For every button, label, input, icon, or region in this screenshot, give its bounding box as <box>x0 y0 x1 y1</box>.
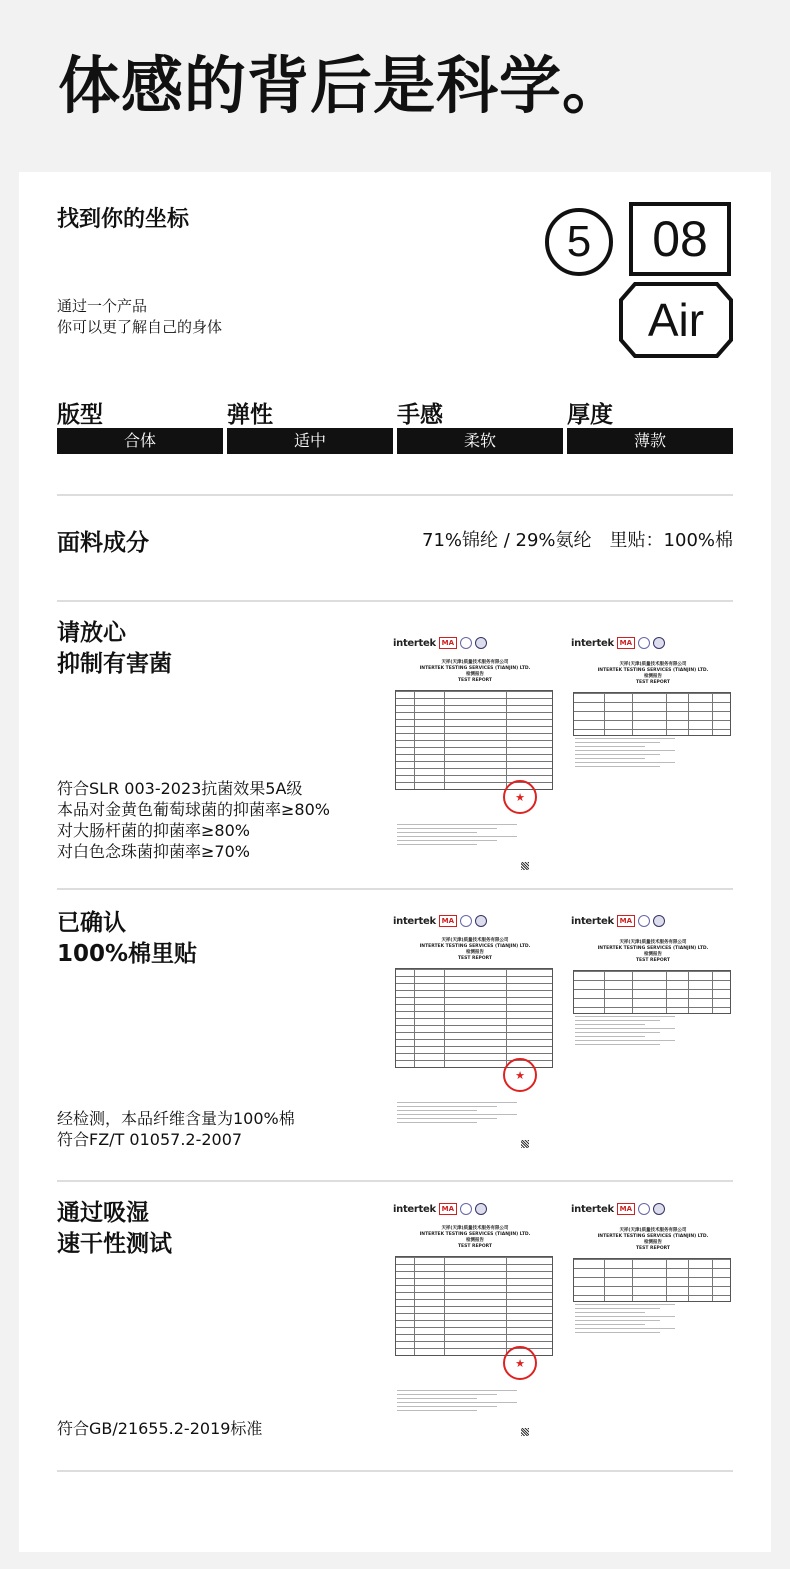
intertek-logo: intertek <box>571 1203 614 1215</box>
intertek-logo: intertek <box>571 915 614 927</box>
attr-thickness-value: 薄款 <box>567 428 733 454</box>
report-text-line <box>575 742 660 743</box>
quick-dry-title <box>57 1198 172 1260</box>
ma-mark-icon: MA <box>439 637 457 649</box>
attr-feel-label: 手感 <box>397 402 443 428</box>
report-table-row <box>396 1011 552 1012</box>
test-report-images <box>391 912 737 1152</box>
report-table-row <box>396 719 552 720</box>
report-doc-cn: 检测报告 <box>466 950 484 955</box>
test-report-page-1 <box>391 912 559 1150</box>
model-number-badge: 08 <box>629 202 731 276</box>
finder-subtitle-line1: 通过一个产品 <box>57 297 148 315</box>
report-text-line <box>575 1308 660 1309</box>
divider <box>57 494 733 496</box>
report-text-line <box>575 1020 660 1021</box>
report-table-row <box>396 1285 552 1286</box>
report-text-line <box>575 1032 660 1033</box>
test-report-page-2 <box>569 912 737 1060</box>
report-table-col <box>666 971 667 1013</box>
cotton-desc-line: 经检测，本品纤维含量为100%棉 <box>57 1109 295 1128</box>
cotton-title-line1: 已确认 <box>57 910 126 936</box>
finder-title: 找到你的坐标 <box>57 207 190 232</box>
report-text-line <box>575 758 645 759</box>
test-report-page-1 <box>391 634 559 872</box>
ma-mark-icon: MA <box>617 637 635 649</box>
report-text-line <box>575 750 675 751</box>
report-text-line <box>397 1118 497 1119</box>
report-table-row <box>396 740 552 741</box>
antibacterial-title <box>57 618 172 680</box>
attr-thickness-label: 厚度 <box>567 402 613 428</box>
report-table-row <box>574 1286 730 1287</box>
qr-code-icon <box>521 862 529 870</box>
finder-subtitle-line2: 你可以更了解自己的身体 <box>57 318 223 336</box>
report-table-row <box>574 720 730 721</box>
antibacterial-desc <box>57 778 330 862</box>
test-report-page-1 <box>391 1200 559 1438</box>
report-doc-cn: 检测报告 <box>644 952 662 957</box>
report-table-row <box>396 1046 552 1047</box>
report-company-cn: 天祥(天津)质量技术服务有限公司 <box>441 1226 509 1231</box>
report-company-en: INTERTEK TESTING SERVICES (TIANJIN) LTD. <box>597 946 709 951</box>
report-text-line <box>575 1024 645 1025</box>
report-text-line <box>575 746 645 747</box>
cotton-desc-line: 符合FZ/T 01057.2-2007 <box>57 1130 243 1149</box>
report-table-col <box>632 1259 633 1301</box>
report-table-col <box>506 969 507 1067</box>
report-table-row <box>574 729 730 730</box>
report-table-row <box>396 1264 552 1265</box>
report-table <box>573 692 731 736</box>
attr-elasticity-value: 适中 <box>227 428 393 454</box>
cnas-seal-icon <box>653 637 665 649</box>
report-text-line <box>575 738 675 739</box>
quick-dry-desc <box>57 1418 262 1439</box>
report-table-row <box>396 1018 552 1019</box>
antibacterial-title-line1: 请放心 <box>57 620 126 646</box>
report-table-row <box>396 698 552 699</box>
report-text-line <box>575 1312 645 1313</box>
divider <box>57 1470 733 1472</box>
report-table-col <box>414 969 415 1067</box>
report-table-row <box>574 1268 730 1269</box>
report-table-col <box>688 693 689 735</box>
report-text-line <box>397 1102 517 1103</box>
report-table <box>395 690 553 790</box>
cotton-desc <box>57 1108 295 1150</box>
report-table-row <box>574 989 730 990</box>
report-company-en: INTERTEK TESTING SERVICES (TIANJIN) LTD. <box>419 666 531 671</box>
report-table-col <box>604 693 605 735</box>
report-table-row <box>396 1341 552 1342</box>
cotton-title-line2: 100%棉里贴 <box>57 941 198 967</box>
cnas-seal-icon <box>475 1203 487 1215</box>
page-headline: 体感的背后是科学。 <box>58 49 626 122</box>
test-report-images <box>391 634 737 874</box>
report-doc-en: TEST REPORT <box>457 1244 493 1249</box>
ilac-seal-icon <box>460 637 472 649</box>
report-header <box>571 636 665 650</box>
report-text-line <box>397 828 497 829</box>
report-table-col <box>712 693 713 735</box>
report-table-row <box>396 1278 552 1279</box>
report-text-line <box>575 1316 675 1317</box>
report-table-row <box>396 1257 552 1258</box>
test-report-images <box>391 1200 737 1440</box>
report-table-row <box>396 1313 552 1314</box>
report-table-row <box>574 971 730 972</box>
report-text-line <box>397 1114 517 1115</box>
antibacterial-desc-line: 本品对金黄色葡萄球菌的抑菌率≥80% <box>57 800 330 819</box>
report-table-row <box>396 1334 552 1335</box>
report-table-col <box>414 1257 415 1355</box>
report-table-row <box>396 754 552 755</box>
ma-mark-icon: MA <box>617 915 635 927</box>
report-table <box>395 1256 553 1356</box>
intertek-logo: intertek <box>393 915 436 927</box>
report-doc-en: TEST REPORT <box>635 680 671 685</box>
report-table-row <box>396 1299 552 1300</box>
report-text-line <box>575 1040 675 1041</box>
antibacterial-desc-line: 符合SLR 003-2023抗菌效果5A级 <box>57 779 303 798</box>
report-table-col <box>444 691 445 789</box>
report-text-line <box>397 1406 497 1407</box>
report-text-line <box>397 1398 477 1399</box>
attr-fit-value: 合体 <box>57 428 223 454</box>
cnas-seal-icon <box>653 915 665 927</box>
report-text-line <box>397 844 477 845</box>
ilac-seal-icon <box>638 637 650 649</box>
air-badge-label: Air <box>647 294 705 346</box>
report-table-col <box>444 1257 445 1355</box>
report-table-row <box>574 998 730 999</box>
report-table-row <box>396 1025 552 1026</box>
report-text-line <box>397 824 517 825</box>
report-company-en: INTERTEK TESTING SERVICES (TIANJIN) LTD. <box>419 1232 531 1237</box>
report-text-line <box>575 1328 675 1329</box>
report-table-col <box>604 971 605 1013</box>
ma-mark-icon: MA <box>439 915 457 927</box>
air-octagon-badge <box>619 282 733 358</box>
report-table-row <box>396 1032 552 1033</box>
report-table-row <box>574 711 730 712</box>
report-company-cn: 天祥(天津)质量技术服务有限公司 <box>619 662 687 667</box>
report-table-col <box>604 1259 605 1301</box>
report-table-col <box>632 693 633 735</box>
report-table-col <box>688 1259 689 1301</box>
cnas-seal-icon <box>475 915 487 927</box>
intertek-logo: intertek <box>393 637 436 649</box>
report-table-row <box>574 1259 730 1260</box>
red-seal-stamp-icon: ★ <box>503 780 537 814</box>
report-table-row <box>574 1295 730 1296</box>
report-text-line <box>397 1106 497 1107</box>
ilac-seal-icon <box>638 1203 650 1215</box>
ma-mark-icon: MA <box>617 1203 635 1215</box>
report-text-line <box>397 1110 477 1111</box>
ma-mark-icon: MA <box>439 1203 457 1215</box>
attr-fit <box>57 396 223 454</box>
report-table-row <box>396 997 552 998</box>
report-table-row <box>396 1292 552 1293</box>
attr-feel <box>397 396 563 454</box>
report-table-col <box>506 1257 507 1355</box>
report-doc-cn: 检测报告 <box>644 1240 662 1245</box>
report-doc-cn: 检测报告 <box>466 672 484 677</box>
intertek-logo: intertek <box>393 1203 436 1215</box>
qr-code-icon <box>521 1140 529 1148</box>
antibacterial-desc-line: 对大肠杆菌的抑菌率≥80% <box>57 821 250 840</box>
product-card <box>19 172 771 1552</box>
attr-elasticity <box>227 396 393 454</box>
report-doc-cn: 检测报告 <box>466 1238 484 1243</box>
antibacterial-title-line2: 抑制有害菌 <box>57 651 172 677</box>
cnas-seal-icon <box>475 637 487 649</box>
antibacterial-desc-line: 对白色念珠菌抑菌率≥70% <box>57 842 250 861</box>
report-text-line <box>575 762 675 763</box>
report-doc-en: TEST REPORT <box>457 678 493 683</box>
report-table-col <box>414 691 415 789</box>
report-table-row <box>396 733 552 734</box>
divider <box>57 600 733 602</box>
report-table-col <box>444 969 445 1067</box>
report-company-cn: 天祥(天津)质量技术服务有限公司 <box>619 940 687 945</box>
report-table-row <box>396 1271 552 1272</box>
report-table-row <box>396 705 552 706</box>
report-doc-cn: 检测报告 <box>644 674 662 679</box>
report-table-row <box>396 1053 552 1054</box>
report-table-row <box>396 747 552 748</box>
report-text-line <box>575 1044 660 1045</box>
report-header <box>571 1202 665 1216</box>
report-text-line <box>397 1390 517 1391</box>
finder-subtitle <box>57 296 222 338</box>
quick-dry-desc-line: 符合GB/21655.2-2019标准 <box>57 1419 263 1438</box>
report-table-row <box>574 980 730 981</box>
report-table-row <box>396 1327 552 1328</box>
report-table <box>573 1258 731 1302</box>
divider <box>57 888 733 890</box>
intertek-logo: intertek <box>571 637 614 649</box>
report-table-row <box>396 976 552 977</box>
attr-thickness <box>567 396 733 454</box>
report-company-en: INTERTEK TESTING SERVICES (TIANJIN) LTD. <box>419 944 531 949</box>
report-table-col <box>666 1259 667 1301</box>
size-circle-badge: 5 <box>545 208 613 276</box>
quick-dry-title-line1: 通过吸湿 <box>57 1200 149 1226</box>
report-text-line <box>575 766 660 767</box>
report-table-col <box>506 691 507 789</box>
divider <box>57 1180 733 1182</box>
attr-fit-label: 版型 <box>57 402 103 428</box>
report-table-row <box>396 761 552 762</box>
report-table-col <box>632 971 633 1013</box>
test-report-page-2 <box>569 634 737 782</box>
report-table-row <box>396 1320 552 1321</box>
report-text-line <box>575 1324 645 1325</box>
report-text-line <box>575 1332 660 1333</box>
report-text-line <box>397 1122 477 1123</box>
report-header <box>571 914 665 928</box>
qr-code-icon <box>521 1428 529 1436</box>
report-text-line <box>397 836 517 837</box>
report-table-col <box>666 693 667 735</box>
report-doc-en: TEST REPORT <box>635 958 671 963</box>
report-header <box>393 1202 487 1216</box>
fabric-value: 71%锦纶 / 29%氨纶 里贴：100%棉 <box>422 530 733 551</box>
report-table-row <box>574 693 730 694</box>
report-table-col <box>712 1259 713 1301</box>
report-table <box>573 970 731 1014</box>
report-text-line <box>397 1410 477 1411</box>
report-text-line <box>397 1394 497 1395</box>
report-table-row <box>574 702 730 703</box>
test-report-page-2 <box>569 1200 737 1348</box>
report-table-row <box>574 1277 730 1278</box>
report-table-row <box>396 712 552 713</box>
report-table-row <box>396 1004 552 1005</box>
report-text-line <box>575 1304 675 1305</box>
report-table <box>395 968 553 1068</box>
report-table-row <box>396 990 552 991</box>
report-header <box>393 914 487 928</box>
report-text-line <box>575 1320 660 1321</box>
ilac-seal-icon <box>638 915 650 927</box>
quick-dry-title-line2: 速干性测试 <box>57 1231 172 1257</box>
report-text-line <box>575 754 660 755</box>
cotton-title <box>57 908 197 970</box>
report-text-line <box>575 1036 645 1037</box>
report-table-col <box>688 971 689 1013</box>
report-company-cn: 天祥(天津)质量技术服务有限公司 <box>441 938 509 943</box>
ilac-seal-icon <box>460 915 472 927</box>
report-table-row <box>396 691 552 692</box>
report-company-cn: 天祥(天津)质量技术服务有限公司 <box>441 660 509 665</box>
report-company-en: INTERTEK TESTING SERVICES (TIANJIN) LTD. <box>597 668 709 673</box>
fabric-label: 面料成分 <box>57 530 149 556</box>
report-table-row <box>396 1039 552 1040</box>
report-doc-en: TEST REPORT <box>457 956 493 961</box>
report-text-line <box>397 840 497 841</box>
ilac-seal-icon <box>460 1203 472 1215</box>
cnas-seal-icon <box>653 1203 665 1215</box>
report-table-row <box>396 768 552 769</box>
report-text-line <box>575 1028 675 1029</box>
report-table-row <box>396 726 552 727</box>
report-text-line <box>397 1402 517 1403</box>
report-text-line <box>397 832 477 833</box>
report-table-row <box>396 1306 552 1307</box>
report-doc-en: TEST REPORT <box>635 1246 671 1251</box>
report-table-row <box>396 775 552 776</box>
red-seal-stamp-icon: ★ <box>503 1058 537 1092</box>
report-table-col <box>712 971 713 1013</box>
report-table-row <box>396 983 552 984</box>
attr-elasticity-label: 弹性 <box>227 402 273 428</box>
report-company-cn: 天祥(天津)质量技术服务有限公司 <box>619 1228 687 1233</box>
report-header <box>393 636 487 650</box>
red-seal-stamp-icon: ★ <box>503 1346 537 1380</box>
report-company-en: INTERTEK TESTING SERVICES (TIANJIN) LTD. <box>597 1234 709 1239</box>
report-text-line <box>575 1016 675 1017</box>
report-table-row <box>574 1007 730 1008</box>
attr-feel-value: 柔软 <box>397 428 563 454</box>
report-table-row <box>396 969 552 970</box>
